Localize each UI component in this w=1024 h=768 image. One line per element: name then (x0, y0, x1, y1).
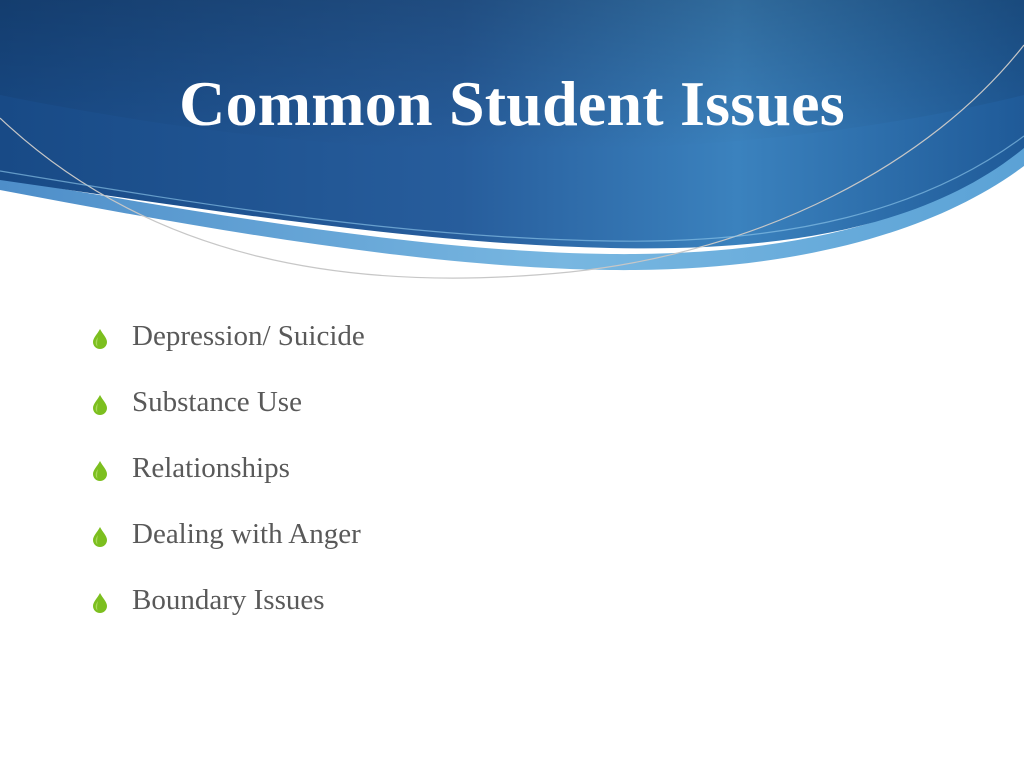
green-drop-icon (92, 593, 108, 613)
list-item-label: Dealing with Anger (132, 518, 361, 550)
green-drop-icon (92, 329, 108, 349)
green-drop-icon (92, 395, 108, 415)
list-item-label: Substance Use (132, 386, 302, 418)
list-item-label: Relationships (132, 452, 290, 484)
slide-title: Common Student Issues (179, 68, 845, 139)
list-item (92, 508, 365, 574)
green-drop-icon (92, 527, 108, 547)
list-item-label: Depression/ Suicide (132, 320, 365, 352)
header-wave-background (0, 0, 1024, 300)
issues-list (92, 310, 365, 640)
list-item (92, 376, 365, 442)
green-drop-icon (92, 461, 108, 481)
list-item (92, 442, 365, 508)
list-item-label: Boundary Issues (132, 584, 325, 616)
list-item (92, 310, 365, 376)
list-item (92, 574, 365, 640)
